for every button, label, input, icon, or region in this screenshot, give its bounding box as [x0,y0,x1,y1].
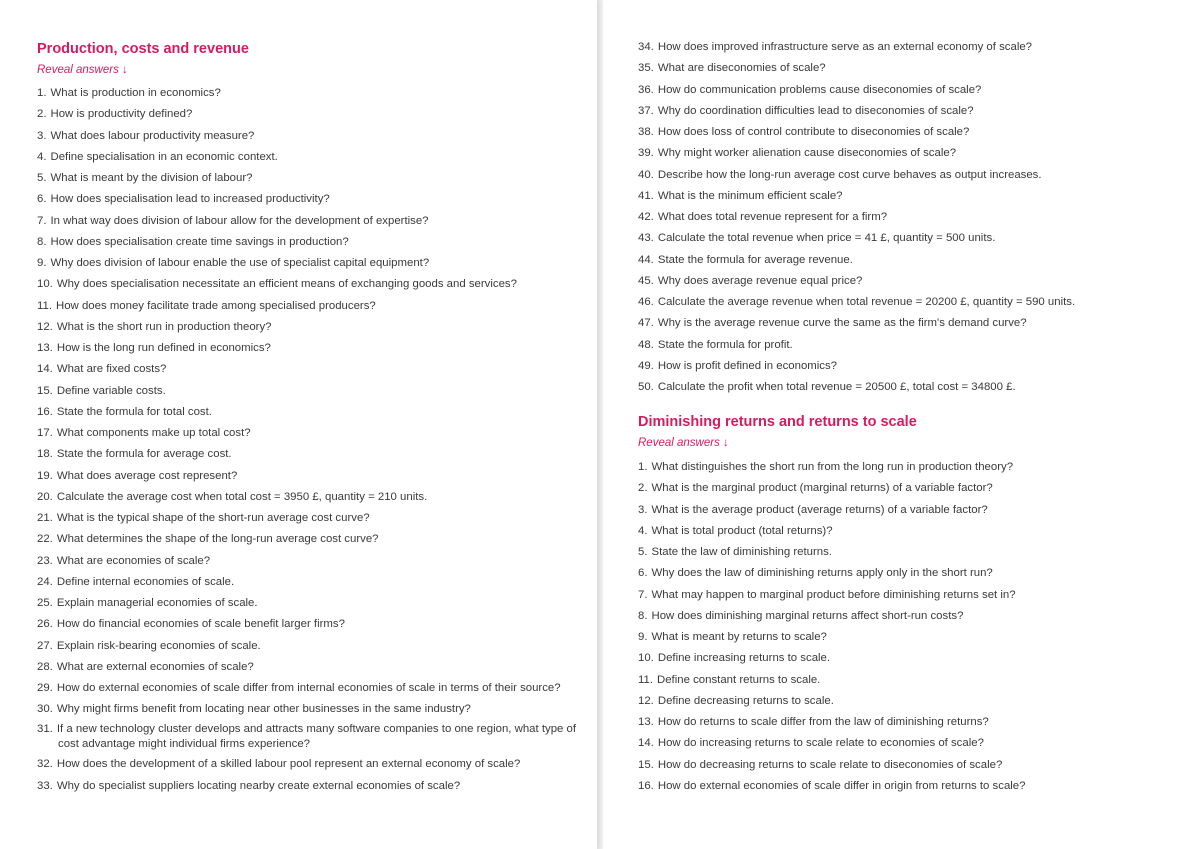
question-text: State the formula for average revenue. [657,253,853,266]
question-item [638,545,1025,560]
question-text: Why might firms benefit from locating near other businesses in the same industry? [56,703,471,716]
question-number: 27. [37,639,53,652]
question-item [638,168,1075,183]
question-text: What are economies of scale? [56,554,211,567]
question-text: Why might worker alienation cause diseconomies of scale? [657,147,957,160]
question-number: 26. [37,618,53,631]
question-number: 29. [37,682,53,694]
question-item [37,341,588,356]
question-item [37,86,588,101]
question-item [638,274,1075,289]
question-number: 42. [638,211,654,223]
question-number: 14. [37,363,53,376]
question-number: 45. [638,274,654,287]
section-title: Diminishing returns and returns to scale [638,414,917,430]
question-number: 28. [37,660,53,673]
question-item [37,722,588,752]
question-text: How do external economies of scale differ in origin from returns to scale? [657,779,1026,792]
question-number: 13. [638,716,654,728]
question-number: 11. [638,673,653,686]
question-text: Calculate the total revenue when price = 41 £, quantity = 500 units. [657,232,996,245]
question-text: How do returns to scale differ from the law of diminishing returns? [657,716,989,728]
question-number: 44. [638,253,654,266]
question-text: What does total revenue represent for a firm? [657,211,888,223]
question-text: How is profit defined in economics? [657,359,838,372]
question-number: 21. [37,512,53,524]
question-text: What is the typical shape of the short-run average cost curve? [56,512,370,524]
question-text: What is the minimum efficient scale? [657,189,843,202]
question-number: 32. [37,758,53,771]
question-text: Explain managerial economies of scale. [56,597,258,609]
question-item [638,253,1075,268]
question-item [638,588,1025,603]
question-list [37,86,588,800]
question-text: Why do coordination difficulties lead to diseconomies of scale? [657,104,974,117]
question-text: State the law of diminishing returns. [651,546,832,558]
question-text: What is the short run in production theory? [56,320,272,333]
page-left [0,0,597,849]
question-text: In what way does division of labour allow for the development of expertise? [50,214,429,227]
question-text: How does specialisation lead to increased productivity? [50,193,330,206]
question-item [638,295,1075,310]
question-item [37,405,588,420]
question-item [638,460,1025,475]
question-item [638,694,1025,709]
section-title: Production, costs and revenue [37,41,249,57]
question-text: What may happen to marginal product before diminishing returns set in? [651,588,1016,601]
question-text: How does improved infrastructure serve as an external economy of scale? [657,41,1033,53]
question-number: 36. [638,83,654,96]
question-number: 39. [638,147,654,160]
question-text: Calculate the average cost when total cost = 3950 £, quantity = 210 units. [56,490,428,503]
question-item [37,554,588,569]
question-text: How does money facilitate trade among specialised producers? [56,299,376,312]
question-item [638,359,1075,374]
question-text: What is meant by returns to scale? [651,631,827,643]
question-text: How does the development of a skilled labour pool represent an external economy of scale? [56,758,521,771]
question-item [37,511,588,526]
question-item [37,384,588,399]
question-item [37,192,588,207]
question-number: 40. [638,168,654,181]
question-number: 6. [37,193,47,206]
question-number: 18. [37,448,53,461]
question-number: 31. [37,723,53,736]
question-number: 14. [638,737,654,750]
question-text: Define decreasing returns to scale. [657,694,834,707]
reveal-answers-link[interactable]: Reveal answers ↓ [638,437,729,449]
question-number: 5. [638,546,648,558]
question-text: Explain risk-bearing economies of scale. [56,639,261,652]
question-number: 3. [638,503,648,516]
question-number: 16. [638,779,654,792]
question-item [638,630,1025,645]
question-text: Why does the law of diminishing returns apply only in the short run? [651,567,993,580]
question-item [37,469,588,484]
question-item [37,490,588,505]
question-text: What distinguishes the short run from the long run in production theory? [651,461,1014,473]
question-list [638,460,1025,800]
question-item [638,609,1025,624]
question-number: 7. [37,214,47,227]
question-text: Define constant returns to scale. [657,673,821,686]
question-item [638,524,1025,539]
question-text: What are external economies of scale? [56,660,254,673]
question-item [37,660,588,675]
question-text: Why do specialist suppliers locating nearby create external economies of scale? [56,779,461,792]
question-item [37,362,588,377]
question-item [638,125,1075,140]
question-item [37,299,588,314]
question-number: 35. [638,62,654,75]
question-item [638,40,1075,55]
question-text: What is the average product (average returns) of a variable factor? [651,503,988,516]
question-item [37,171,588,186]
question-item [638,210,1075,225]
question-text: State the formula for average cost. [56,448,232,461]
question-text: How do decreasing returns to scale relate to diseconomies of scale? [657,758,1003,771]
question-number: 23. [37,554,53,567]
question-item [37,256,588,271]
question-text: What determines the shape of the long-run average cost curve? [56,533,379,546]
question-number: 16. [37,405,53,418]
question-item [638,651,1025,666]
question-number: 5. [37,172,47,184]
question-item [638,481,1025,496]
question-number: 9. [37,257,47,269]
question-item [37,150,588,165]
question-item [638,104,1075,119]
question-text: Define increasing returns to scale. [657,652,831,665]
question-item [638,673,1025,688]
question-number: 3. [37,129,47,142]
question-number: 43. [638,232,654,245]
question-number: 15. [638,758,654,771]
question-item [638,736,1025,751]
question-text: How is productivity defined? [50,108,193,121]
question-number: 47. [638,317,654,330]
question-number: 50. [638,381,654,393]
question-text: What are fixed costs? [56,363,167,376]
question-text: State the formula for total cost. [56,405,212,418]
question-text: What is meant by the division of labour? [50,172,253,184]
question-number: 17. [37,427,53,439]
question-number: 30. [37,703,53,716]
question-number: 22. [37,533,53,546]
question-number: 25. [37,597,53,609]
question-number: 11. [37,299,52,312]
question-item [638,316,1075,331]
question-item [37,107,588,122]
question-text: How do communication problems cause diseconomies of scale? [657,83,982,96]
question-item [37,320,588,335]
question-item [37,702,588,717]
question-number: 13. [37,342,53,354]
question-number: 10. [638,652,654,665]
question-text: Describe how the long-run average cost curve behaves as output increases. [657,168,1042,181]
question-number: 1. [638,461,648,473]
question-item [638,189,1075,204]
question-item [638,380,1075,395]
question-text: Why does average revenue equal price? [657,274,863,287]
question-item [37,129,588,144]
question-number: 19. [37,469,53,482]
question-item [37,277,588,292]
question-item [638,61,1075,76]
question-text: How is the long run defined in economics? [56,342,271,354]
question-text: How does loss of control contribute to diseconomies of scale? [657,126,970,138]
question-text: What does average cost represent? [56,469,238,482]
question-item [37,447,588,462]
question-text: How do external economies of scale differ from internal economies of scale in terms of their source? [56,682,561,694]
question-number: 8. [638,609,648,622]
question-item [37,639,588,654]
question-text: Define variable costs. [56,384,166,397]
question-number: 15. [37,384,53,397]
question-number: 8. [37,235,47,248]
question-number: 34. [638,41,654,53]
question-item [638,231,1075,246]
question-number: 2. [638,482,648,495]
question-item [638,338,1075,353]
question-text: How do increasing returns to scale relate to economies of scale? [657,737,984,750]
question-list-continued [638,40,1075,401]
question-item [638,779,1025,794]
question-text: Why does division of labour enable the use of specialist capital equipment? [50,257,430,269]
question-text: What components make up total cost? [56,427,251,439]
question-item [638,566,1025,581]
question-text: What is the marginal product (marginal returns) of a variable factor? [651,482,993,495]
question-number: 37. [638,104,654,117]
question-number: 2. [37,108,47,121]
question-item [638,83,1075,98]
question-item [37,681,588,696]
reveal-answers-link[interactable]: Reveal answers ↓ [37,64,128,76]
question-number: 4. [37,150,47,163]
question-number: 49. [638,359,654,372]
question-number: 1. [37,87,47,99]
question-number: 20. [37,490,53,503]
question-item [37,426,588,441]
question-number: 33. [37,779,53,792]
question-text: How does diminishing marginal returns affect short-run costs? [651,609,964,622]
question-item [638,758,1025,773]
question-number: 10. [37,278,53,291]
question-number: 7. [638,588,648,601]
question-text: Calculate the profit when total revenue = 20500 £, total cost = 34800 £. [657,381,1016,393]
question-number: 48. [638,338,654,351]
question-item [37,235,588,250]
question-number: 4. [638,524,648,537]
question-text: Calculate the average revenue when total revenue = 20200 £, quantity = 590 units. [657,296,1076,308]
question-item [37,214,588,229]
question-text: State the formula for profit. [657,338,793,351]
question-number: 24. [37,575,53,588]
question-item [37,532,588,547]
question-number: 38. [638,126,654,138]
question-text: How do financial economies of scale benefit larger firms? [56,618,345,631]
question-item [638,503,1025,518]
question-text: If a new technology cluster develops and attracts many software companies to one region, what type of cost advantage might individual firms experience? [56,723,577,751]
question-number: 6. [638,567,648,580]
question-item [37,779,588,794]
question-number: 12. [37,320,53,333]
question-item [37,596,588,611]
question-text: Define specialisation in an economic context. [50,150,278,163]
question-item [37,575,588,590]
question-item [638,146,1075,161]
question-item [37,757,588,772]
question-text: What is production in economics? [50,87,221,99]
question-text: What are diseconomies of scale? [657,62,826,75]
question-number: 12. [638,694,654,707]
question-text: What does labour productivity measure? [50,129,255,142]
question-text: Why does specialisation necessitate an efficient means of exchanging goods and services? [56,278,517,291]
question-number: 9. [638,631,648,643]
question-item [638,715,1025,730]
question-item [37,617,588,632]
question-number: 46. [638,296,654,308]
question-text: Why is the average revenue curve the same as the firm's demand curve? [657,317,1027,330]
question-text: Define internal economies of scale. [56,575,235,588]
question-text: What is total product (total returns)? [651,524,833,537]
page-right [603,0,1200,849]
question-text: How does specialisation create time savings in production? [50,235,349,248]
question-number: 41. [638,189,654,202]
